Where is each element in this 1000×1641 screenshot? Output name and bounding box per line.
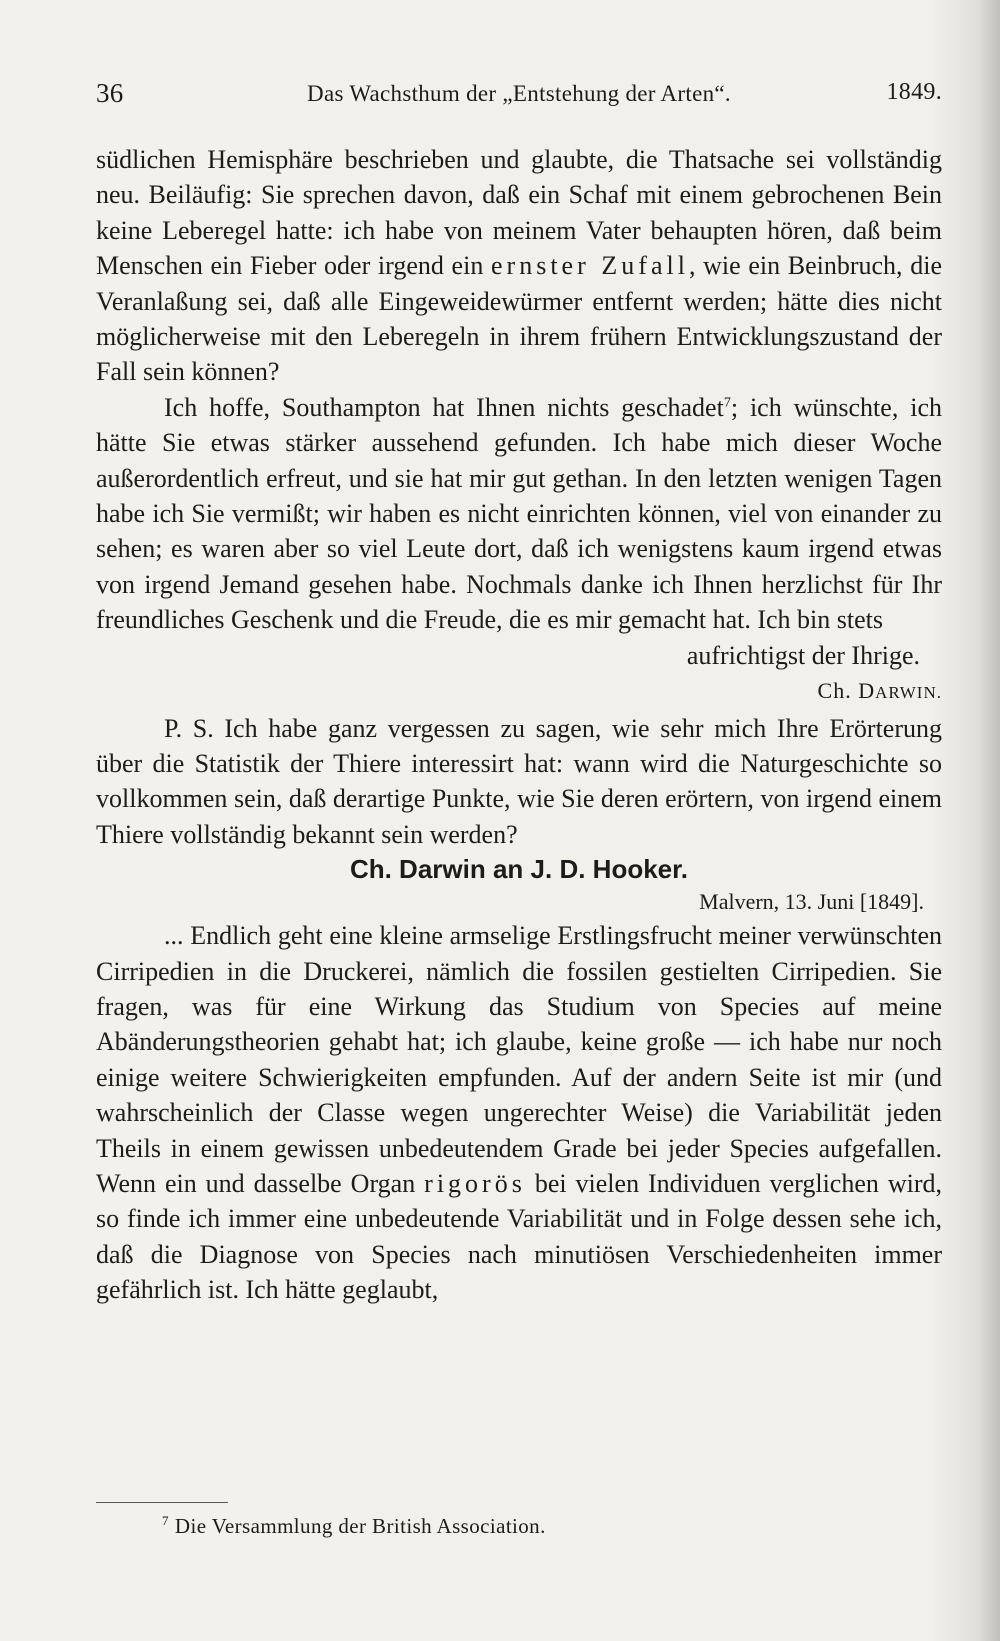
running-header — [96, 74, 942, 114]
paragraph-2 — [96, 390, 942, 638]
postscript: P. S. Ich habe ganz vergessen zu sagen, wie sehr mich Ihre Erörterung über die Statistik der Thiere interessirt hat: wann wird die Naturgeschichte so vollkommen sein, daß derartige Punkte, wie Sie deren erörtern, von irgend einem Thiere vollständig bekannt sein werden? — [96, 713, 942, 849]
letter-closing: aufrichtigst der Ihrige. — [686, 640, 920, 670]
signature — [96, 673, 942, 710]
letter-dateline: Malvern, 13. Juni [1849]. — [699, 889, 924, 915]
page-number: 36 — [96, 78, 124, 108]
paragraph-2-part-a: Ich hoffe, Southampton hat Ihnen nichts geschadet — [164, 392, 724, 422]
paragraph-1-part-a: südlichen Hemisphäre beschrieben und glaubte, die Thatsache sei vollständig neu. Beiläufig: Sie sprechen davon, daß ein Schaf mit einem gebrochenen Bein keine Leberegel hatte: ich habe von meinem Vater behaupten hören, daß beim Menschen ein Fieber oder irgend ein — [96, 145, 942, 281]
signature-smallcaps: ARWIN. — [875, 683, 942, 703]
footnote-reference: 7 — [723, 395, 731, 411]
running-title: Das Wachsthum der „Entstehung der Arten“. — [307, 81, 731, 106]
spaced-emphasis-rigoros: rigorös — [424, 1168, 526, 1198]
footnote-rule — [96, 1502, 228, 1503]
paragraph-1 — [96, 142, 942, 390]
paragraph-3-part-b: bei vielen Individuen verglichen wird, so finde ich immer eine unbedeutende Variabilität und in Folge dessen sehe ich, daß die Diagnose von Species nach minutiösen Verschiedenheiten immer gefährlich ist. Ich hätte geglaubt, — [96, 1168, 943, 1305]
header-year: 1849. — [886, 79, 942, 105]
footnote-marker: 7 — [162, 1513, 169, 1528]
footnote — [162, 1514, 546, 1539]
paragraph-2-part-b: ; ich wünschte, ich hätte Sie etwas stärker aussehend gefunden. Ich habe mich dieser Woche außerordentlich erfreut, und sie hat mir gut gethan. In den letzten wenigen Tagen habe ich Sie vermißt; wir haben es nicht einrichten können, viel von einander zu sehen; es waren aber so viel Leute dort, daß ich wenigstens kaum irgend etwas von irgend Jemand gesehen habe. Nochmals danke ich Ihnen herzlichst für Ihr freundliches Geschenk und die Freude, die es mir gemacht hat. Ich bin stets — [96, 392, 943, 635]
footnote-text: Die Versammlung der British Association. — [174, 1514, 546, 1538]
letter-heading: Ch. Darwin an J. D. Hooker. — [349, 854, 689, 885]
body-text — [96, 142, 942, 1308]
spaced-emphasis-ernster-zufall: ernster Zufall — [491, 251, 689, 281]
signature-initial: Ch. D — [817, 678, 876, 704]
paragraph-3-part-a: ... Endlich geht eine kleine armselige Erstlingsfrucht meiner verwünschten Cirripedien in die Druckerei, nämlich die fossilen gestielten Cirripedien. Sie fragen, was für eine Wirkung das Studium von Species auf meine Abänderungstheorien gehabt hat; ich glaube, keine große — ich habe nur noch einige weitere Schwierigkeiten empfunden. Auf der andern Seite ist mir (und wahrscheinlich der Classe wegen ungerechter Weise) die Variabilität jeden Theils in einem gewissen unbedeutendem Grade bei jeder Species aufgefallen. Wenn ein und dasselbe Organ — [96, 921, 942, 1198]
page-edge-shadow — [978, 0, 1000, 1641]
paragraph-1-part-b: , wie ein Beinbruch, die Veranlaßung sei, daß alle Eingeweidewürmer entfernt werden; hätte dies nicht möglicherweise mit den Leberegeln in ihrem frühern Entwicklungszustand der Fall sein können? — [96, 251, 942, 387]
paragraph-3 — [96, 918, 942, 1307]
